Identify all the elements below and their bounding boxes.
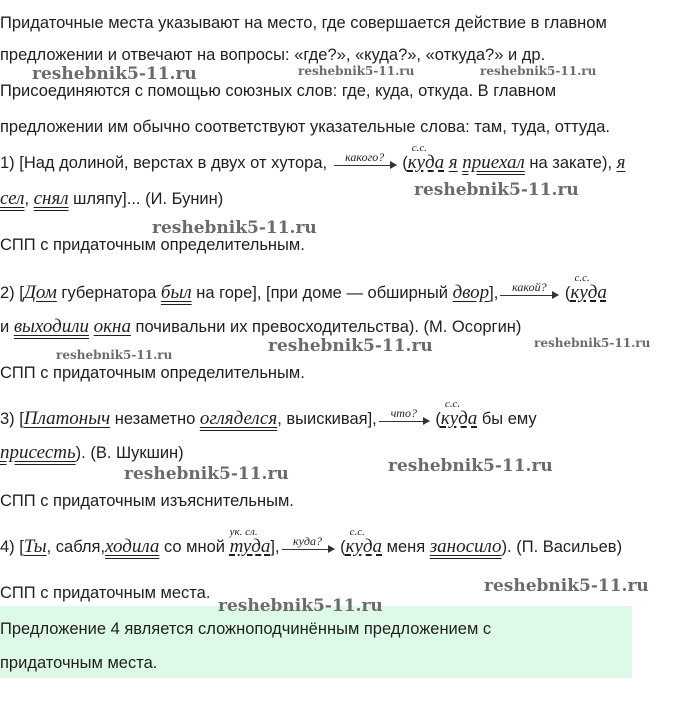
example-3-text: незаметно bbox=[110, 410, 200, 428]
example-4-text: , сабля, bbox=[46, 538, 106, 556]
example-2-text: губернатора bbox=[56, 284, 161, 302]
example-4-line-1 bbox=[0, 526, 623, 558]
intro-line-4: предложении им обычно соответствуют указательные слова: там, туда, оттуда. bbox=[0, 118, 610, 136]
word-kuda bbox=[440, 398, 478, 429]
watermark: reshebnik5-11.ru bbox=[388, 456, 553, 476]
example-2-text: и bbox=[0, 318, 14, 336]
word-text: куда bbox=[570, 282, 607, 303]
intro-line-3: Присоединяются с помощью союзных слов: где, куда, откуда. В главном bbox=[0, 82, 557, 100]
predicate-zanosilo: заносило bbox=[429, 536, 502, 557]
example-3-line-1 bbox=[0, 398, 537, 430]
comma: , bbox=[24, 190, 34, 208]
paren: ( bbox=[560, 284, 571, 302]
example-3-text: 3) [ bbox=[0, 410, 24, 428]
example-1-text: 1) [Над долиной, верстах в двух от хутора, bbox=[0, 154, 332, 172]
example-4-result: СПП с придаточным места. bbox=[0, 584, 211, 602]
conj-word-mark: с.с. bbox=[574, 272, 590, 284]
subject-ty: Ты bbox=[23, 536, 47, 557]
word-text: куда bbox=[407, 152, 445, 173]
example-2-line-2 bbox=[0, 316, 521, 338]
word-kuda bbox=[345, 526, 383, 557]
example-3-text: ). (В. Шукшин) bbox=[75, 444, 184, 462]
question-arrow bbox=[282, 534, 334, 549]
example-3-result: СПП с придаточным изъяснительным. bbox=[0, 492, 294, 510]
watermark: reshebnik5-11.ru bbox=[298, 64, 415, 78]
arrow-question: какого? bbox=[345, 150, 385, 165]
word-tuda bbox=[229, 526, 271, 557]
subject-dom: Дом bbox=[23, 282, 57, 303]
subject-dvor: двор bbox=[452, 282, 490, 303]
watermark: reshebnik5-11.ru bbox=[56, 348, 173, 362]
conclusion-line-1: Предложение 4 является сложноподчинённым предложением с bbox=[0, 620, 492, 638]
example-3-text: бы ему bbox=[477, 410, 537, 428]
example-1-text: шляпу]... (И. Бунин) bbox=[68, 190, 224, 208]
conclusion-line-2: придаточным места. bbox=[0, 654, 158, 672]
example-2-text: почивальни их превосходительства). (М. Осоргин) bbox=[130, 318, 522, 336]
example-2-result: СПП с придаточным определительным. bbox=[0, 364, 305, 382]
watermark: reshebnik5-11.ru bbox=[484, 576, 649, 596]
predicate-oglyadelsya: огляделся bbox=[199, 408, 278, 429]
word-kuda bbox=[570, 272, 607, 303]
predicate-hodila: ходила bbox=[105, 536, 160, 557]
example-2-line-1 bbox=[0, 272, 607, 304]
example-2-text: 2) [ bbox=[0, 284, 24, 302]
watermark: reshebnik5-11.ru bbox=[268, 336, 433, 356]
predicate-priehal: приехал bbox=[462, 152, 525, 173]
arrow-question: какой? bbox=[512, 280, 547, 295]
paren: ( bbox=[397, 154, 408, 172]
paren: ( bbox=[430, 410, 441, 428]
watermark: reshebnik5-11.ru bbox=[218, 596, 383, 616]
example-3-text: , выискивая], bbox=[277, 410, 377, 428]
question-arrow bbox=[334, 150, 396, 165]
predicate-vyhodili: выходили bbox=[13, 316, 90, 337]
paren: ( bbox=[335, 538, 346, 556]
conj-word-mark: с.с. bbox=[349, 526, 365, 538]
example-4-text: 4) [ bbox=[0, 538, 24, 556]
conj-word-mark: с.с. bbox=[411, 142, 428, 154]
subject-okna: окна bbox=[93, 316, 131, 337]
example-1-line-2 bbox=[0, 188, 223, 210]
example-1-line-1 bbox=[0, 142, 626, 174]
watermark: reshebnik5-11.ru bbox=[534, 336, 651, 350]
example-2-text: на горе], [при доме — обширный bbox=[191, 284, 453, 302]
example-4-text: меня bbox=[382, 538, 430, 556]
subject-platonych: Платоныч bbox=[23, 408, 111, 429]
word-text: туда bbox=[229, 536, 271, 557]
example-4-text: ). (П. Васильев) bbox=[501, 538, 623, 556]
example-4-text: ], bbox=[270, 538, 280, 556]
subject-ya: я bbox=[448, 152, 458, 173]
example-1-text: на закате), bbox=[524, 154, 617, 172]
intro-line-2: предложении и отвечают на вопросы: «где?», «куда?», «откуда?» и др. bbox=[0, 46, 546, 64]
predicate-prisest: присесть bbox=[0, 442, 76, 463]
predicate-sel: сел bbox=[0, 188, 25, 209]
predicate-byl: был bbox=[160, 282, 192, 303]
subject-ya-2: я bbox=[616, 152, 626, 173]
example-2-text: ], bbox=[489, 284, 499, 302]
watermark: reshebnik5-11.ru bbox=[32, 64, 197, 84]
word-kuda bbox=[407, 142, 445, 173]
watermark: reshebnik5-11.ru bbox=[480, 64, 597, 78]
watermark: reshebnik5-11.ru bbox=[124, 464, 289, 484]
conj-word-mark: с.с. bbox=[444, 398, 461, 410]
arrow-question: куда? bbox=[293, 534, 323, 549]
example-4-text: со мной bbox=[159, 538, 230, 556]
demonstrative-mark: ук. сл. bbox=[229, 526, 258, 538]
example-1-result: СПП с придаточным определительным. bbox=[0, 236, 305, 254]
watermark: reshebnik5-11.ru bbox=[414, 180, 579, 200]
watermark: reshebnik5-11.ru bbox=[152, 218, 317, 238]
arrow-question: что? bbox=[390, 406, 417, 421]
word-text: куда bbox=[345, 536, 383, 557]
example-3-line-2 bbox=[0, 442, 184, 464]
intro-line-1: Придаточные места указывают на место, где совершается действие в главном bbox=[0, 14, 607, 32]
question-arrow bbox=[379, 406, 429, 421]
question-arrow bbox=[500, 280, 558, 295]
predicate-snyal: снял bbox=[33, 188, 69, 209]
word-text: куда bbox=[440, 408, 478, 429]
